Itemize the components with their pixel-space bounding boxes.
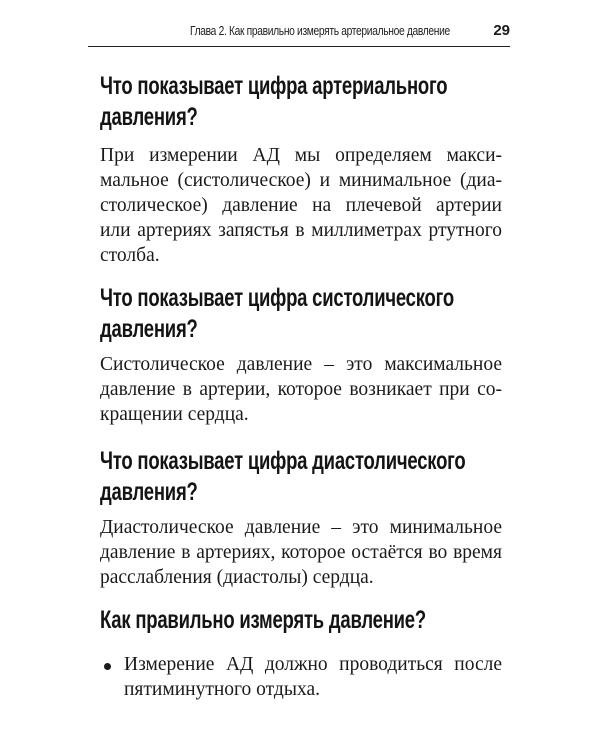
section-heading: давления? (100, 315, 198, 343)
list-item-line: Измерение АД должно проводиться после (124, 654, 502, 675)
paragraph-line: столба. (100, 245, 160, 266)
paragraph-line: расслабления (диастолы) сердца. (100, 567, 374, 588)
running-header (88, 20, 510, 47)
paragraph-line: давление в артериях, которое остаётся во время (100, 542, 502, 563)
section-heading: Как правильно измерять давление? (100, 606, 426, 634)
paragraph-line: мальное (систолическое) и минимальное (диа- (100, 170, 502, 191)
running-title: Глава 2. Как правильно измерять артериальное давление (190, 24, 450, 38)
paragraph-line: или артериях запястья в миллиметрах ртутного (100, 220, 502, 241)
paragraph-line: При измерении АД мы определяем макси- (100, 145, 502, 166)
paragraph-line: Диастолическое давление – это минимальное (100, 517, 502, 538)
section-heading: Что показывает цифра артериального (100, 72, 448, 100)
section-heading: Что показывает цифра диастолического (100, 447, 466, 475)
paragraph-line: столическое) давление на плечевой артерии (100, 195, 502, 216)
list-item-line: пятиминутного отдыха. (124, 679, 320, 700)
page-number: 29 (493, 22, 510, 39)
paragraph-line: кращении сердца. (100, 404, 249, 425)
section-heading: давления? (100, 103, 198, 131)
bullet-icon (104, 663, 111, 670)
paragraph-line: давление в артерии, которое возникает при со- (100, 379, 502, 400)
paragraph-line: Систолическое давление – это максимальное (100, 354, 502, 375)
section-heading: давления? (100, 478, 198, 506)
section-heading: Что показывает цифра систолического (100, 284, 454, 312)
